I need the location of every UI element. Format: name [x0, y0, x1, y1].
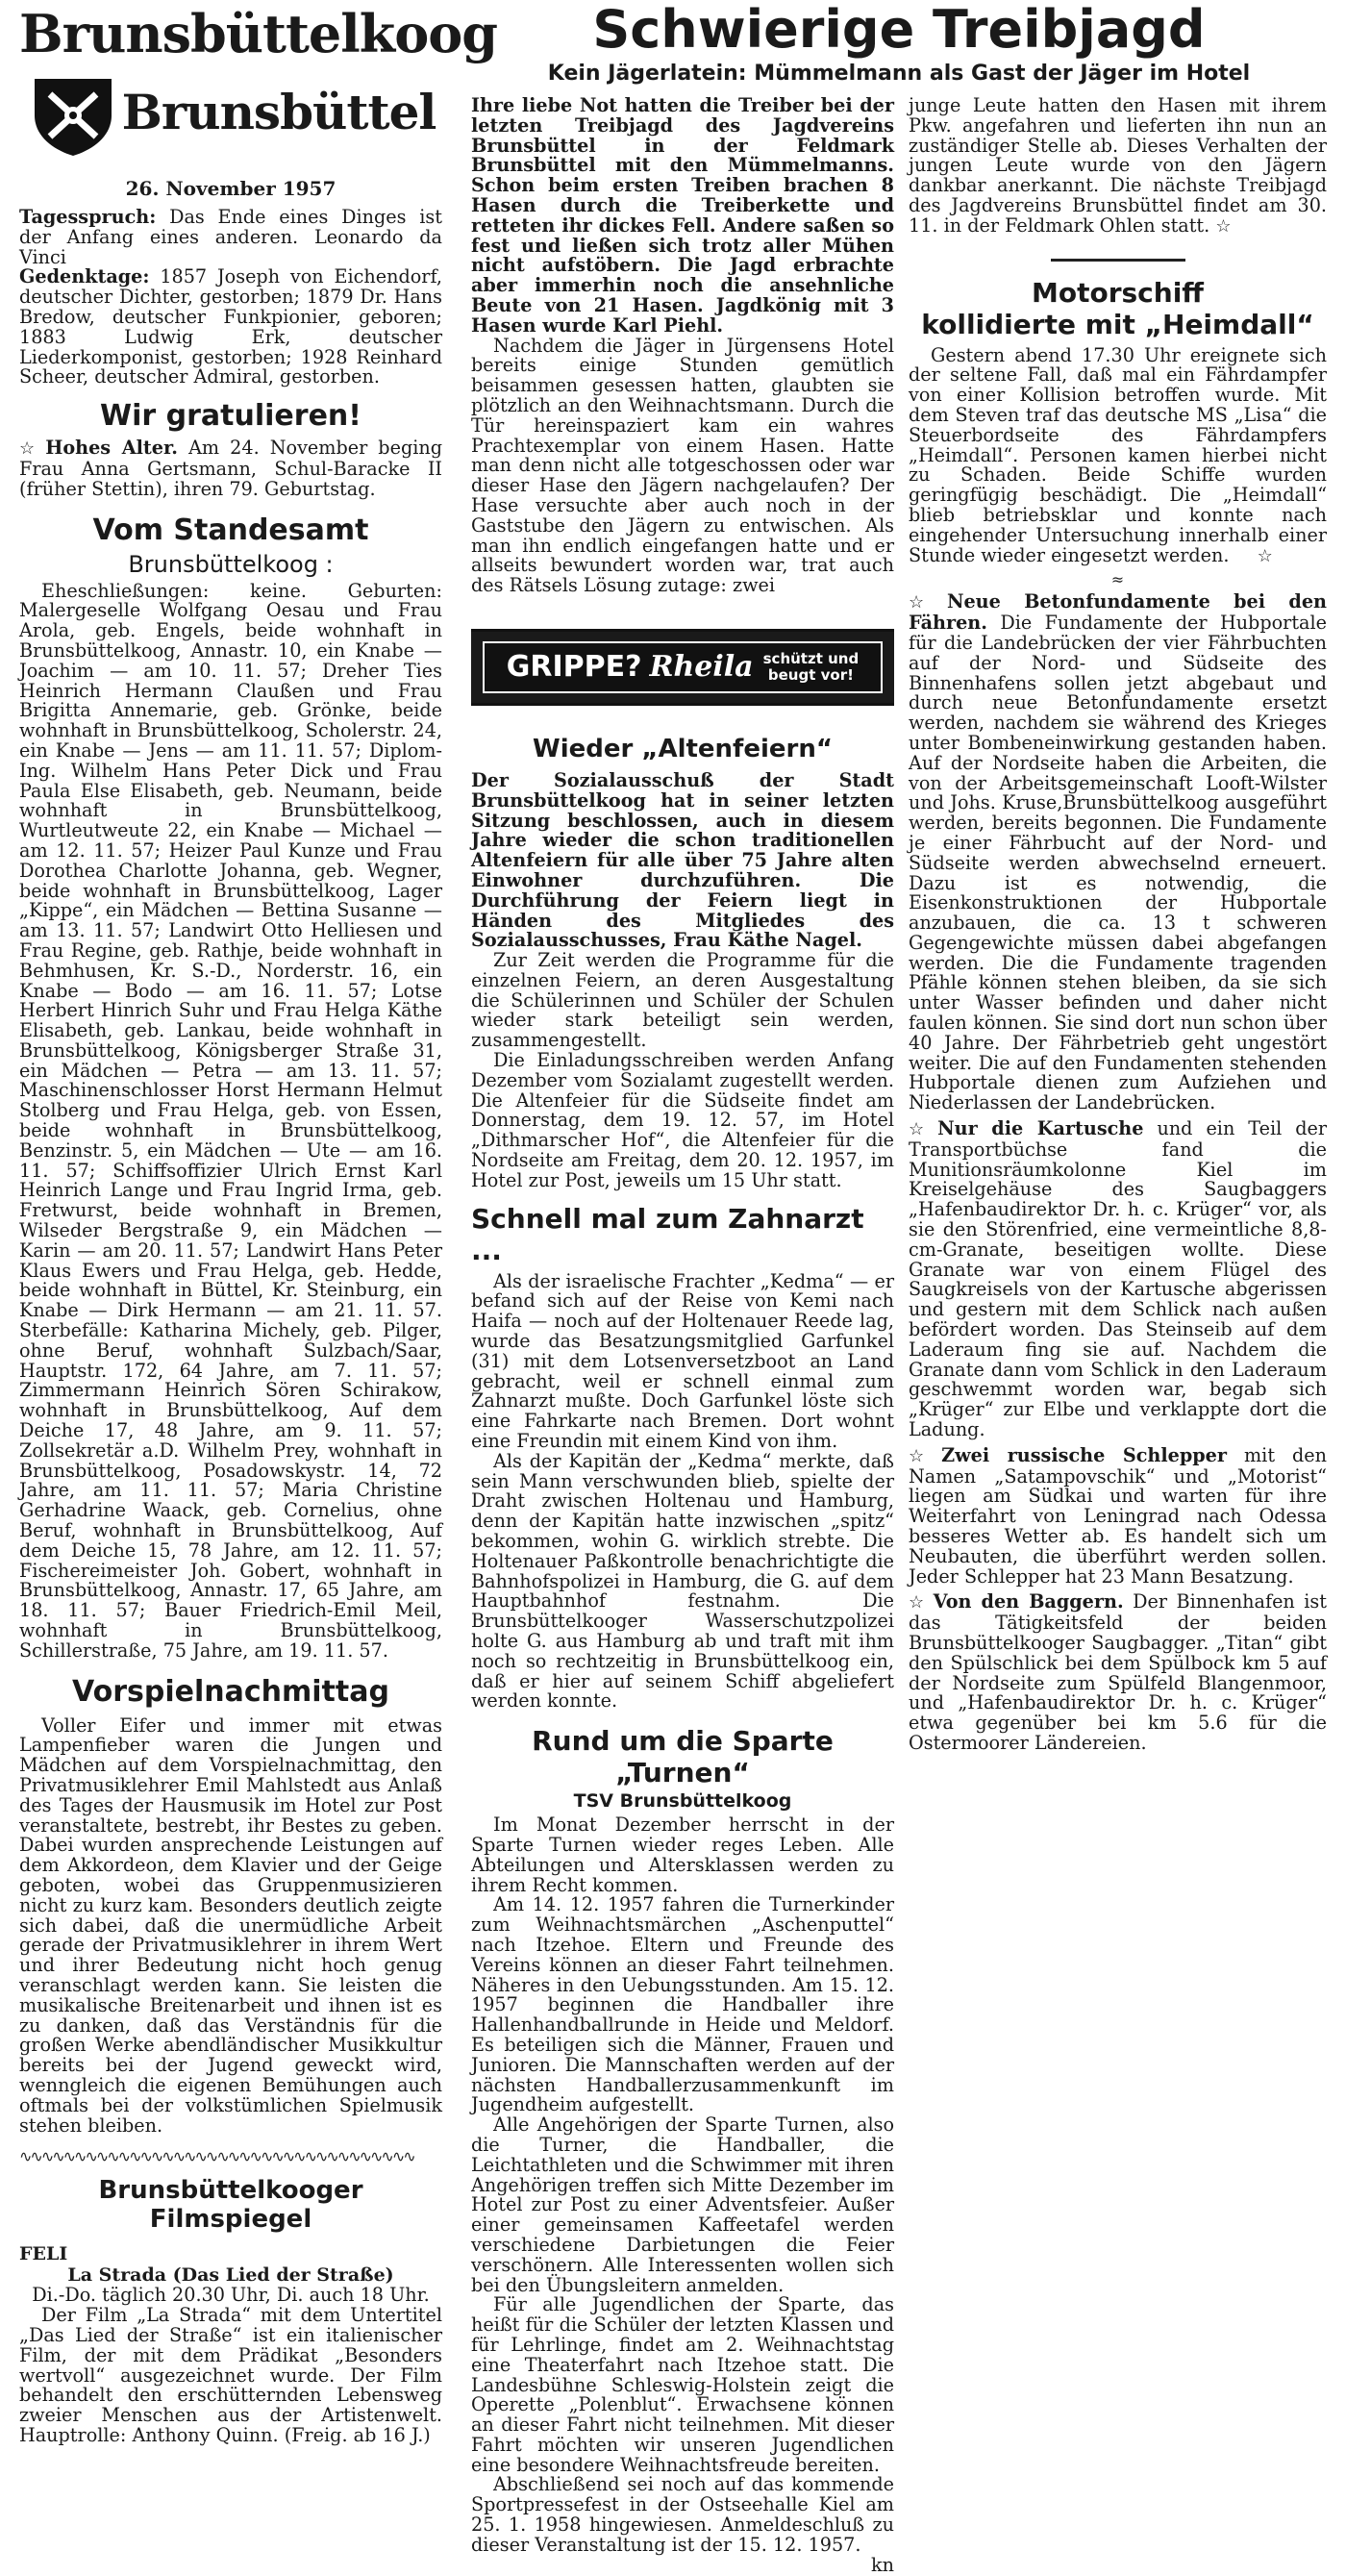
- baggern-label: Von den Baggern.: [933, 1590, 1124, 1613]
- filmspiegel-cinema: FELI: [19, 2243, 68, 2265]
- turnen-sign: kn: [871, 2553, 894, 2576]
- ad-slogan-2: beugt vor!: [767, 665, 854, 684]
- date-line: 26. November 1957: [125, 177, 336, 200]
- kartusche-body: [909, 1119, 1327, 1440]
- filmspiegel-body: Der Film „La Strada“ mit dem Untertitel „Das Lied der Straße“ ist ein italienischer Film, der mit dem Prädikat „Besonders wertvoll“ ausgezeichnet wurde. Der Film behandelt den erschütternden Lebensweg zweier Menschen aus der Artistenwelt. Hauptrolle: Anthony Quinn. (Freig. ab 16 J.): [19, 2304, 442, 2446]
- ad-slogan-1: schützt und: [762, 649, 860, 667]
- baggern-body: [909, 1592, 1327, 1753]
- zahnarzt-title: Schnell mal zum Zahnarzt ...: [471, 1202, 864, 1266]
- kartusche-label: Nur die Kartusche: [937, 1117, 1144, 1140]
- column-3: [909, 96, 1327, 1754]
- turnen-subtitle: TSV Brunsbüttelkoog: [573, 1790, 792, 1813]
- gratulieren-label: Hohes Alter.: [45, 437, 178, 460]
- column-1: [19, 0, 497, 2446]
- vorspiel-title: Vorspielnachmittag: [72, 1674, 389, 1709]
- town-crest-icon: [29, 73, 117, 158]
- altenfeiern-body-2: Die Einladungsschreiben werden Anfang Dezember vom Sozialamt zugestellt werden. Die Altenfeier für die Südseite findet am Donnerstag, dem 19. 12. 57, im Hotel „Dithmarscher Hof“, die Altenfeier für die Nordseite am Freitag, dem 20. 12. 1957, im Hotel zur Post, jeweils um 15 Uhr statt.: [471, 1049, 894, 1191]
- turnen-body-1: Im Monat Dezember herrscht in der Sparte Turnen wieder reges Leben. Alle Abteilungen und Altersklassen werden zu ihrem Recht kommen.: [471, 1813, 894, 1896]
- star-icon: ☆: [19, 438, 36, 460]
- ad-box: [483, 641, 883, 693]
- turnen-body-3: Alle Angehörigen der Sparte Turnen, also die Turner, die Handballer, die Leichtathleten und die Schwimmer mit ihren Angehörigen treffen sich Mitte Dezember im Hotel zur Post zu einer Adventsfeier. Außer einer gemeinsamen Kaffeetafel werden verschiedene Darbietungen die Feier verschönern. Alle Interessenten wollen sich bei den Übungsleitern anmelden.: [471, 2113, 894, 2296]
- vorspiel-body: Voller Eifer und immer mit etwas Lampenfieber waren die Jungen und Mädchen auf dem Vorspielnachmittag, den Privatmusiklehrer Emil Mahlstedt aus Anlaß des Tages der Hausmusik im Hotel zur Post veranstaltete, bestrebt, ihr Bestes zu geben. Dabei wurden ansprechende Leistungen auf dem Akkordeon, dem Klavier und der Geige geboten, wobei das Gruppenmusizieren nicht zu kurz kam. Besonders deutlich zeigte sich dabei, daß die unermüdliche Arbeit gerade der Privatmusiklehrer in ihrem Wert und ihrer Bedeutung nicht hoch genug veranschlagt werden kann. Sie leisten die musikalische Breitenarbeit und ihnen ist es zu danken, daß das Verständnis für die großen Werke abendländischer Musikkultur bereits bei der Jugend geweckt wird, wenngleich die eigenen Bemühungen auch oftmals bei der volkstümlichen Spielmusik stehen bleiben.: [19, 1713, 442, 2137]
- tagesspruch-text: Das Ende eines Dinges ist der Anfang eines anderen. Leonardo da Vinci: [19, 206, 442, 268]
- masthead-title-line1: Brunsbüttelkoog: [19, 3, 497, 64]
- treibjagd-body-1: Nachdem die Jäger in Jürgensens Hotel bereits einige Stunden gemütlich beisammen gesessen hatten, glaubten sie plötzlich an den Weihnachtsmann. Durch die Tür hereinspaziert kam ein wahres Prachtexemplar von einem Hasen. Hatte man denn nicht alle totgeschossen oder war dieser Hase den Jägern nachgelaufen? Der Hase versuchte aber auch noch in der Gaststube den Jägern zu entwischen. Als man ihn endlich eingefangen hatte und er allseits bewundert worden war, trat auch des Rätsels Lösung zutage: zwei: [471, 334, 894, 597]
- masthead-title-line2: Brunsbüttel: [121, 84, 436, 140]
- gratulieren-body: [19, 438, 442, 499]
- betonfundamente-body: [909, 592, 1327, 1113]
- zahnarzt-body-1: Als der israelische Frachter „Kedma“ — er befand sich auf der Reise von Kemi nach Haifa — noch auf der Holtenauer Reede lag, wurde das Besatzungsmitglied Garfunkel (31) mit dem Lotsenversetzboot an Land gebracht, weil er schnell einmal zum Zahnarzt mußte. Doch Garfunkel löste sich eine Fahrkarte nach Bremen. Dort wohnt eine Freundin mit einem Kind von ihm.: [471, 1269, 894, 1453]
- standesamt-body: Eheschließungen: keine. Geburten: Malergeselle Wolfgang Oesau und Frau Arola, geb. Engels, beide wohnhaft in Brunsbüttelkoog, Annastr. 10, ein Knabe — Joachim — am 10. 11. 57; Dreher Ties Heinrich Hermann Claußen und Frau Brigitta Annemarie, geb. Grönke, beide wohnhaft in Brunsbüttelkoog, Scholerstr. 24, ein Knabe — Jens — am 11. 11. 57; Diplom-Ing. Wilhelm Hans Peter Dick und Frau Paula Else Elisabeth, geb. Neumann, beide wohnhaft in Brunsbüttelkoog, Wurtleutweute 22, ein Knabe — Michael — am 12. 11. 57; Heizer Paul Kunze und Frau Dorothea Charlotte Johanna, geb. Wegner, beide wohnhaft in Brunsbüttelkoog, Lager „Kippe“, ein Mädchen — Bettina Susanne — am 13. 11. 57; Landwirt Otto Helliesen und Frau Regine, geb. Rathje, beide wohnhaft in Behmhusen, Kr. S.-D., Norderstr. 16, ein Knabe — Bodo — am 16. 11. 57; Lotse Herbert Hinrich Suhr und Frau Helga Käthe Elisabeth, geb. Lankau, beide wohnhaft in Brunsbüttelkoog, Königsberger Straße 31, ein Mädchen — Petra — am 13. 11. 57; Maschinenschlosser Horst Hermann Helmut Stolberg und Frau Helga, geb. von Essen, beide wohnhaft in Brunsbüttelkoog, Benzinstr. 5, ein Mädchen — Ute — am 16. 11. 57; Schiffsoffizier Ulrich Ernst Karl Heinrich Lange und Frau Ingrid Irma, geb. Fretwurst, beide wohnhaft in Bremen, Wilseder Bergstraße 9, ein Mädchen — Karin — am 20. 11. 57; Landwirt Hans Peter Klaus Ewers und Frau Helga, geb. Hedde, beide wohnhaft in Büttel, Kr. Steinburg, ein Knabe — Dirk Hermann — am 21. 11. 57. Sterbefälle: Katharina Michely, geb. Pilger, ohne Beruf, wohnhaft Sulzbach/Saar, Hauptstr. 172, 64 Jahre, am 7. 11. 57; Zimmermann Heinrich Sören Schirakow, wohnhaft in Brunsbüttelkoog, Auf dem Deiche 17, 48 Jahre, am 9. 11. 57; Zollsekretär a.D. Wilhelm Prey, wohnhaft in Brunsbüttelkoog, Posadowskystr. 14, 72 Jahre, am 11. 11. 57; Maria Christine Gerhadrine Waack, geb. Cornelius, ohne Beruf, wohnhaft in Brunsbüttelkoog, Auf dem Deiche 15, 78 Jahre, am 12. 11. 57; Fischereimeister Joh. Gobert, wohnhaft in Brunsbüttelkoog, Annastr. 17, 65 Jahre, am 18. 11. 57; Bauer Friedrich-Emil Meil, wohnhaft in Brunsbüttelkoog, Schillerstraße, 75 Jahre, am 19. 11. 57.: [19, 579, 442, 1662]
- standesamt-title: Vom Standesamt: [92, 513, 369, 547]
- altenfeiern-body-1: Zur Zeit werden die Programme für die einzelnen Feiern, an deren Ausgestaltung die Schülerinnen und Schüler der Schulen wieder stark beteiligt sein werden, zusammengestellt.: [471, 949, 894, 1052]
- filmspiegel-film: La Strada (Das Lied der Straße): [67, 2264, 394, 2287]
- schlepper-body: [909, 1443, 1327, 1588]
- wave-divider: ∿∿∿∿∿∿∿∿∿∿∿∿∿∿∿∿∿∿∿∿∿∿∿∿∿∿∿∿∿∿∿∿∿∿∿∿: [19, 2147, 414, 2166]
- turnen-body-5-text: Abschließend sei noch auf das kommende Sportpressefest in der Ostseehalle Kiel am 25. 1. 1958 hingewiesen. Anmeldeschluß zu dieser Veranstaltung ist der 15. 12. 1957.: [471, 2473, 894, 2556]
- treibjagd-headline: [471, 0, 1327, 86]
- star-icon: ☆: [909, 1592, 925, 1613]
- section-rule: [1051, 259, 1185, 262]
- gedenktage-label: Gedenktage:: [19, 265, 150, 288]
- star-icon: ☆: [1215, 215, 1232, 237]
- schlepper-text: mit den Namen „Satampovschik“ und „Motorist“ liegen am Südkai und warten für ihre Weiterfahrt von Leningrad nach Odessa besseres Wetter ab. Es handelt sich um Neubauten, die überführt werden sollen. Jeder Schlepper hat 23 Mann Besatzung.: [909, 1443, 1327, 1588]
- star-icon: ☆: [1257, 545, 1273, 566]
- motorschiff-title-2: kollidierte mit „Heimdall“: [921, 308, 1314, 340]
- gedenktage: [19, 267, 442, 388]
- treibjagd-subtitle: Kein Jägerlatein: Mümmelmann als Gast der Jäger im Hotel: [547, 62, 1251, 86]
- star-icon: ☆: [909, 1119, 925, 1140]
- motorschiff-body: [909, 343, 1327, 567]
- motorschiff-title-1: Motorschiff: [1031, 276, 1204, 309]
- treibjagd-lead: Ihre liebe Not hatten die Treiber bei der letzten Treibjagd des Jagdvereins Brunsbüttel in der Feldmark Brunsbüttel mit den Mümmelmanns. Schon beim ersten Treiben brachen 8 Hasen durch die Treiberkette und retteten ihr dickes Fell. Andere saßen so fest und ließen sich trotz aller Mühen nicht aufstöbern. Die Jagd erbrachte aber immerhin noch die ansehnliche Beute von 21 Hasen. Jagdkönig mit 3 Hasen wurde Karl Piehl.: [471, 94, 894, 337]
- altenfeiern-title: Wieder „Altenfeiern“: [533, 734, 833, 763]
- betonfundamente-text: Die Fundamente der Hubportale für die Landebrücken der vier Fährbuchten auf der Nord- und Südseite des Binnenhafens sollen jetzt abgebaut und durch neue Betonfundamente ersetzt werden, nachdem sie während des Krieges unter Bombeneinwirkung gestanden haben. Auf der Nordseite haben die Arbeiten, die von der Arbeitsgemeinschaft Looft-Wilster und Johs. Kruse,Brunsbüttelkoog ausgeführt werden, bereits begonnen. Die Fundamente je einer Fährbucht auf der Nord- und Südseite werden abwechselnd erneuert. Dazu ist es notwendig, die Eisenkonstruktionen der Hubportale anzubauen, die ca. 13 t schweren Gegengewichte müssen dabei abgefangen werden. Die die Fundamente tragenden Pfähle können stehen bleiben, da sie sich unter Wasser befinden und daher nicht faulen können. Sie sind dort nun schon über 40 Jahre. Der Fährbetrieb geht ungestört weiter. Die auf den Fundamenten stehenden Hubportale dienen zum Aufziehen und Niederlassen der Landebrücken.: [909, 612, 1327, 1114]
- grippe-ad: [471, 629, 894, 706]
- altenfeiern-lead: Der Sozialausschuß der Stadt Brunsbüttelkoog hat in seiner letzten Sitzung beschlossen, auch in diesem Jahre wieder die schon traditionellen Altenfeiern für alle über 75 Jahre alten Einwohner durchzuführen. Die Durchführung der Feiern liegt in Händen des Mitgliedes des Sozialausschusses, Frau Käthe Nagel.: [471, 768, 894, 952]
- ad-brand: Rheila: [649, 650, 754, 685]
- baggern-text: Der Binnenhafen ist das Tätigkeitsfeld der beiden Brunsbüttelkooger Saugbagger. „Titan“ gibt den Spülschlick bei dem Spülbock km 5 auf der Nordseite zum Spülfeld Blangenmoor, und „Hafenbaudirektor Dr. h. c. Krüger“ etwa gegenüber bei km 5.6 für die Ostermoorer Ländereien.: [909, 1590, 1327, 1754]
- star-icon: ☆: [909, 1445, 925, 1466]
- betonfundamente-label: Neue Betonfundamente bei den Fähren.: [909, 590, 1327, 635]
- masthead: [19, 0, 497, 173]
- treibjagd-title: Schwierige Treibjagd: [592, 0, 1206, 60]
- gratulieren-text: Am 24. November beging Frau Anna Gertsmann, Schul-Baracke II (früher Stettin), ihren 79. Geburtstag.: [19, 437, 443, 500]
- turnen-title: Rund um die Sparte „Turnen“: [532, 1725, 834, 1789]
- turnen-body-2: Am 14. 12. 1957 fahren die Turnerkinder zum Weihnachtsmärchen „Aschenputtel“ nach Itzehoe. Eltern und Freunde des Vereins können an dieser Fahrt teilnehmen. Näheres in den Uebungsstunden. Am 15. 12. 1957 beginnen die Handballer ihre Hallenhandballrunde in Heide und Meldorf. Es beteiligen sich die Männer, Frauen und Junioren. Die Mannschaften werden auf der nächsten Handballerzusammenkunft im Jugendheim aufgestellt.: [471, 1893, 894, 2116]
- turnen-body-4: Für alle Jugendlichen der Sparte, das heißt für die Schüler der letzten Klassen und für Lehrlinge, findet am 2. Weihnachtstag eine Theaterfahrt nach Itzehoe statt. Die Landesbühne Schleswig-Holstein zeigt die Operette „Polenblut“. Erwachsene können an dieser Fahrt nicht teilnehmen. Mit dieser Fahrt möchten wir unseren Jugendlichen eine besondere Weihnachtsfreude bereiten.: [471, 2293, 894, 2476]
- schlepper-label: Zwei russische Schlepper: [941, 1443, 1227, 1466]
- turnen-body-5: [471, 2473, 894, 2576]
- ad-text-grippe: GRIPPE?: [506, 650, 642, 685]
- gedenktage-text: 1857 Joseph von Eichendorf, deutscher Dichter, gestorben; 1879 Dr. Hans Bredow, deutscher Funkpionier, geboren; 1883 Ludwig Erk, deutscher Liederkomponist, gestorben; 1928 Reinhard Scheer, deutscher Admiral, gestorben.: [19, 265, 442, 388]
- column-2: [471, 96, 894, 2575]
- filmspiegel-times: Di.-Do. täglich 20.30 Uhr, Di. auch 18 Uhr.: [32, 2284, 430, 2307]
- standesamt-subtitle: Brunsbüttelkoog :: [128, 550, 334, 578]
- small-divider: ≈: [1110, 570, 1125, 589]
- star-icon: ☆: [909, 592, 925, 613]
- tagesspruch: [19, 208, 442, 267]
- ad-slogan: [763, 651, 860, 684]
- tagesspruch-label: Tagesspruch:: [19, 206, 157, 228]
- motorschiff-text: Gestern abend 17.30 Uhr ereignete sich der seltene Fall, daß mal ein Fährdampfer von einer Kollision betroffen wurde. Mit dem Steven traf das deutsche MS „Lisa“ die Steuerbordseite des Fährdampfers „Heimdall“. Personen kamen hierbei nicht zu Schaden. Beide Schiffe wurden geringfügig beschädigt. Die „Heimdall“ blieb betriebsklar und konnte nach eingehender Untersuchung innerhalb einer Stunde wieder eingesetzt werden.: [909, 343, 1327, 566]
- zahnarzt-body-2: Als der Kapitän der „Kedma“ merkte, daß sein Mann verschwunden blieb, spielte der Draht zwischen Holtenau und Hamburg, denn der Kapitän hatte inzwischen „spitz“ bekommen, wohin G. wirklich strebte. Die Holtenauer Paßkontrolle benachrichtigte die Bahnhofspolizei in Hamburg, die G. auf dem Hauptbahnhof festnahm. Die Brunsbüttelkooger Wasserschutzpolizei holte G. aus Hamburg ab und traft mit ihm noch so rechtzeitig in Brunsbüttelkoog ein, daß er hier auf seinem Schiff abgeliefert werden konnte.: [471, 1449, 894, 1713]
- treibjagd-body-2: [909, 96, 1327, 238]
- kartusche-text: und ein Teil der Transportbüchse fand die Munitionsräumkolonne Kiel im Kreiselgehäuse des Saugbaggers „Hafenbaudirektor Dr. h. c. Krüger“ vor, als sie den Störenfried, eine vermeintliche 8,8-cm-Granate, beseitigen wollte. Diese Granate war von einem Flügel des Saugkreisels von der Kartusche abgerissen und gestern mit dem Schlick nach außen befördert worden. Das Steinseib auf dem Laderaum fing sie auf. Nachdem die Granate dann vom Schlick in den Laderaum geschwemmt worden war, begab sich „Krüger“ zur Elbe und verklappte dort die Ladung.: [909, 1117, 1328, 1441]
- gratulieren-title: Wir gratulieren!: [100, 399, 361, 434]
- treibjagd-body-2-text: junge Leute hatten den Hasen mit ihrem Pkw. angefahren und lieferten ihn nun an zuständiger Stelle ab. Dieses Verhalten der jungen Leute wurde von den Jägern dankbar anerkannt. Die nächste Treibjagd des Jagdvereins Brunsbüttel findet am 30. 11. in der Feldmark Ohlen statt.: [909, 94, 1327, 237]
- filmspiegel-title: Brunsbüttelkooger Filmspiegel: [98, 2176, 363, 2235]
